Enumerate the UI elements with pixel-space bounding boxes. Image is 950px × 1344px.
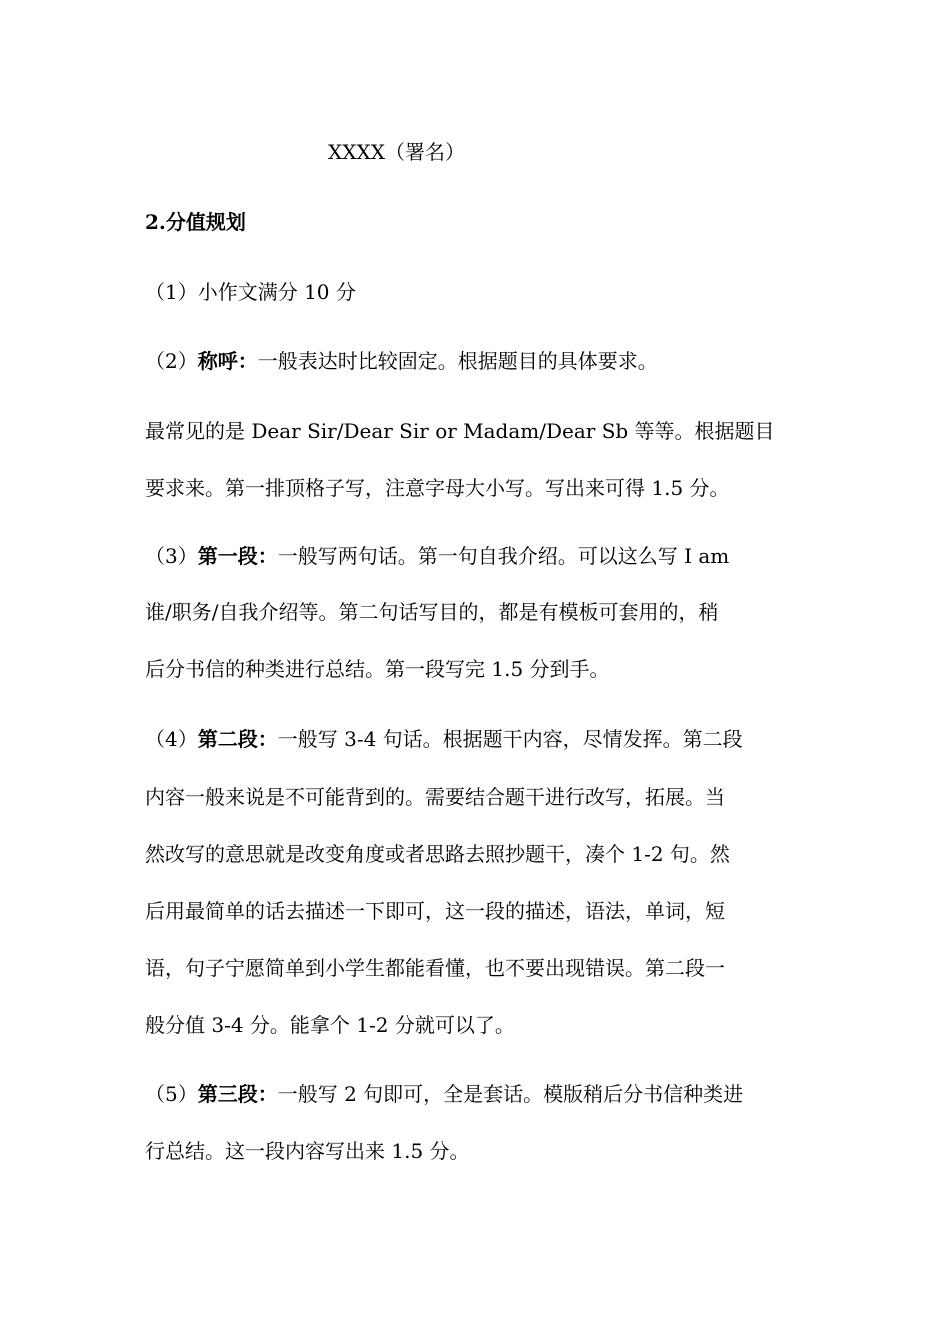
paragraph-4-line-3: 然改写的意思就是改变角度或者思路去照抄题干，凑个 1-2 句。然: [145, 842, 730, 866]
paragraph-5-text: 一般写 2 句即可，全是套话。模版稍后分书信种类进: [277, 1082, 744, 1106]
paragraph-4-text: 一般写 3-4 句话。根据题干内容，尽情发挥。第二段: [277, 727, 743, 751]
paragraph-5-line-1: [145, 1082, 743, 1106]
paragraph-3-line-2: 谁/职务/自我介绍等。第二句话写目的，都是有模板可套用的，稍: [145, 600, 719, 624]
paragraph-5-prefix: （5）: [145, 1082, 198, 1106]
paragraph-3-line-3: 后分书信的种类进行总结。第一段写完 1.5 分到手。: [145, 657, 610, 681]
paragraph-2-line-3: 要求来。第一排顶格子写，注意字母大小写。写出来可得 1.5 分。: [145, 476, 730, 500]
paragraph-4-line-2: 内容一般来说是不可能背到的。需要结合题干进行改写，拓展。当: [145, 785, 725, 809]
paragraph-4-line-5: 语，句子宁愿简单到小学生都能看懂，也不要出现错误。第二段一: [145, 956, 725, 980]
paragraph-4-prefix: （4）: [145, 727, 198, 751]
section-heading: 2.分值规划: [145, 210, 246, 234]
paragraph-3-text: 一般写两句话。第一句自我介绍。可以这么写 I am: [277, 544, 730, 568]
paragraph-2-line-1: [145, 349, 658, 373]
paragraph-2-line-2: 最常见的是 Dear Sir/Dear Sir or Madam/Dear Sb 等等。根据题目: [145, 419, 775, 443]
paragraph-2-label: 称呼：: [197, 349, 258, 373]
paragraph-3-prefix: （3）: [145, 544, 198, 568]
paragraph-3-line-1: [145, 544, 729, 568]
paragraph-2-text: 一般表达时比较固定。根据题目的具体要求。: [257, 349, 658, 373]
paragraph-4-line-4: 后用最简单的话去描述一下即可，这一段的描述，语法，单词，短: [145, 899, 725, 923]
paragraph-4-line-1: [145, 727, 743, 751]
paragraph-2-prefix: （2）: [145, 349, 198, 373]
signature-line: XXXX（署名）: [328, 140, 465, 164]
paragraph-4-label: 第二段：: [197, 727, 278, 751]
paragraph-4-line-6: 般分值 3-4 分。能拿个 1-2 分就可以了。: [145, 1013, 515, 1037]
paragraph-5-label: 第三段：: [197, 1082, 278, 1106]
paragraph-5-line-2: 行总结。这一段内容写出来 1.5 分。: [145, 1139, 470, 1163]
paragraph-1: （1）小作文满分 10 分: [145, 280, 356, 304]
paragraph-3-label: 第一段：: [197, 544, 278, 568]
